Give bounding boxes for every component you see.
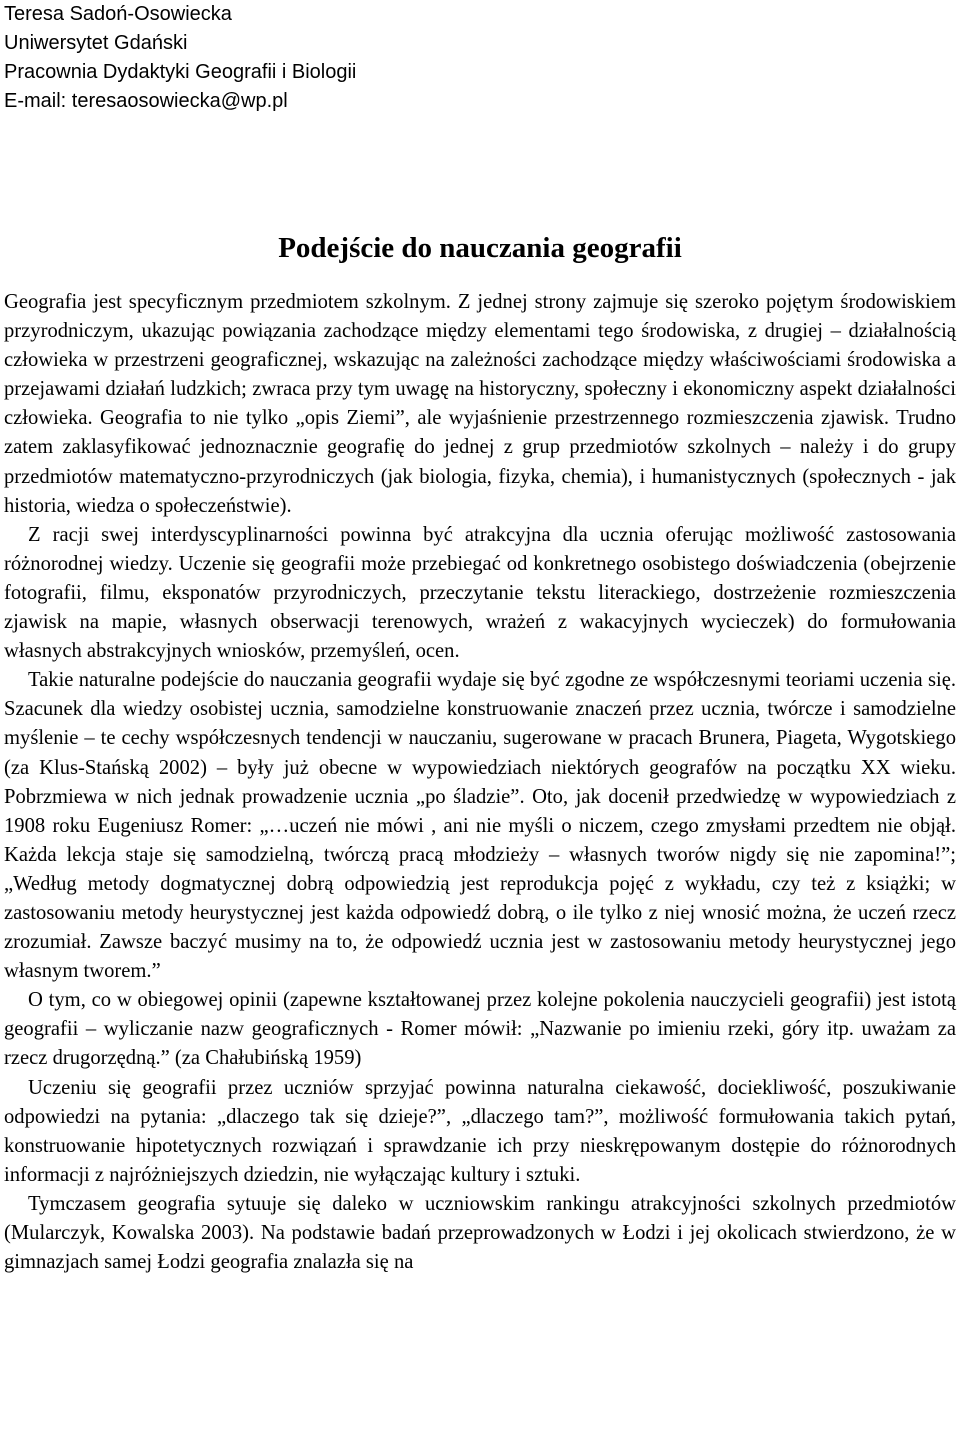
department-name: Pracownia Dydaktyki Geografii i Biologii: [4, 61, 357, 83]
paragraph-3: Takie naturalne podejście do nauczania geografii wydaje się być zgodne ze współczesnymi teoriami uczenia się. Szacunek dla wiedzy osobistej ucznia, samodzielne konstruowanie znaczeń przez ucznia, twórcze i samodzielne myślenie – te cechy współczesnych tendencji w nauczaniu, sugerowane w pracach Brunera, Piageta, Wygotskiego (za Klus-Stańską 2002) – były już obecne w wypowiedziach niektórych geografów na początku XX wieku. Pobrzmiewa w nich jednak prowadzenie ucznia „po śladzie”. Oto, jak docenił przedwiedzę w wypowiedziach z 1908 roku Eugeniusz Romer: „…uczeń nie mówi , ani nie myśli o niczem, czego zmysłami przedtem nie objął. Każda lekcja staje się samodzielną, twórczą pracą młodzieży – własnych tworów nigdy się nie zapomina!”; „Według metody dogmatycznej dobrą odpowiedzią jest reprodukcja pojęć z wykładu, czy też z książki; w zastosowaniu metody heurystycznej jest każda odpowiedź dobrą, o ile tylko z niej wnosić można, że uczeń rzecz zrozumiał. Zawsze baczyć musimy na to, że odpowiedź ucznia jest w zastosowaniu metody heurystycznej jego własnym tworem.”: [4, 669, 956, 983]
author-name: Teresa Sadoń-Osowiecka: [4, 3, 232, 25]
author-header: [4, 0, 956, 116]
paragraph-1: Geografia jest specyficznym przedmiotem szkolnym. Z jednej strony zajmuje się szeroko pojętym środowiskiem przyrodniczym, ukazując powiązania zachodzące między elementami tego środowiska, z drugiej – działalnością człowieka w przestrzeni geograficznej, wskazując na zależności zachodzące między właściwościami środowiska a przejawami działań ludzkich; zwraca przy tym uwagę na historyczny, społeczny i ekonomiczny aspekt działalności człowieka. Geografia to nie tylko „opis Ziemi”, ale wyjaśnienie przestrzennego rozmieszczenia zjawisk. Trudno zatem zaklasyfikować jednoznacznie geografię do jednej z grup przedmiotów szkolnych – należy i do grupy przedmiotów matematyczno-przyrodniczych (jak biologia, fizyka, chemia), i humanistycznych (społecznych - jak historia, wiedza o społeczeństwie).: [4, 291, 956, 517]
university-name: Uniwersytet Gdański: [4, 32, 188, 54]
paragraph-6: Tymczasem geografia sytuuje się daleko w uczniowskim rankingu atrakcyjności szkolnych przedmiotów (Mularczyk, Kowalska 2003). Na podstawie badań przeprowadzonych w Łodzi i jej okolicach stwierdzono, że w gimnazjach samej Łodzi geografia znalazła się na: [4, 1192, 956, 1274]
document-title: Podejście do nauczania geografii: [278, 232, 682, 264]
document-body: [4, 288, 956, 1277]
paragraph-4: O tym, co w obiegowej opinii (zapewne kształtowanej przez kolejne pokolenia nauczycieli geografii) jest istotą geografii – wyliczanie nazw geograficznych - Romer mówił: „Nazwanie po imieniu rzeki, góry itp. uważam za rzecz drugorzędną.” (za Chałubińską 1959): [4, 989, 956, 1070]
paragraph-5: Uczeniu się geografii przez uczniów sprzyjać powinna naturalna ciekawość, dociekliwość, poszukiwanie odpowiedzi na pytania: „dlaczego tak się dzieje?”, „dlaczego tam?”, możliwość formułowania takich pytań, konstruowanie hipotetycznych rozwiązań i sprawdzanie ich przy nieskrępowanym dostępie do różnorodnych informacji z najróżniejszych dziedzin, nie wyłączając kultury i sztuki.: [4, 1076, 956, 1186]
document-page: [4, 0, 956, 1277]
author-email: E-mail: teresaosowiecka@wp.pl: [4, 90, 288, 112]
paragraph-2: Z racji swej interdyscyplinarności powinna być atrakcyjna dla ucznia oferując możliwość zastosowania różnorodnej wiedzy. Uczenie się geografii może przebiegać od konkretnego osobistego doświadczenia (obejrzenie fotografii, filmu, eksponatów przyrodniczych, przeczytanie tekstu literackiego, dostrzeżenie rozmieszczenia zjawisk na mapie, własnych obserwacji terenowych, wrażeń z wakacyjnych wycieczek) do formułowania własnych abstrakcyjnych wniosków, przemyśleń, ocen.: [4, 523, 956, 663]
